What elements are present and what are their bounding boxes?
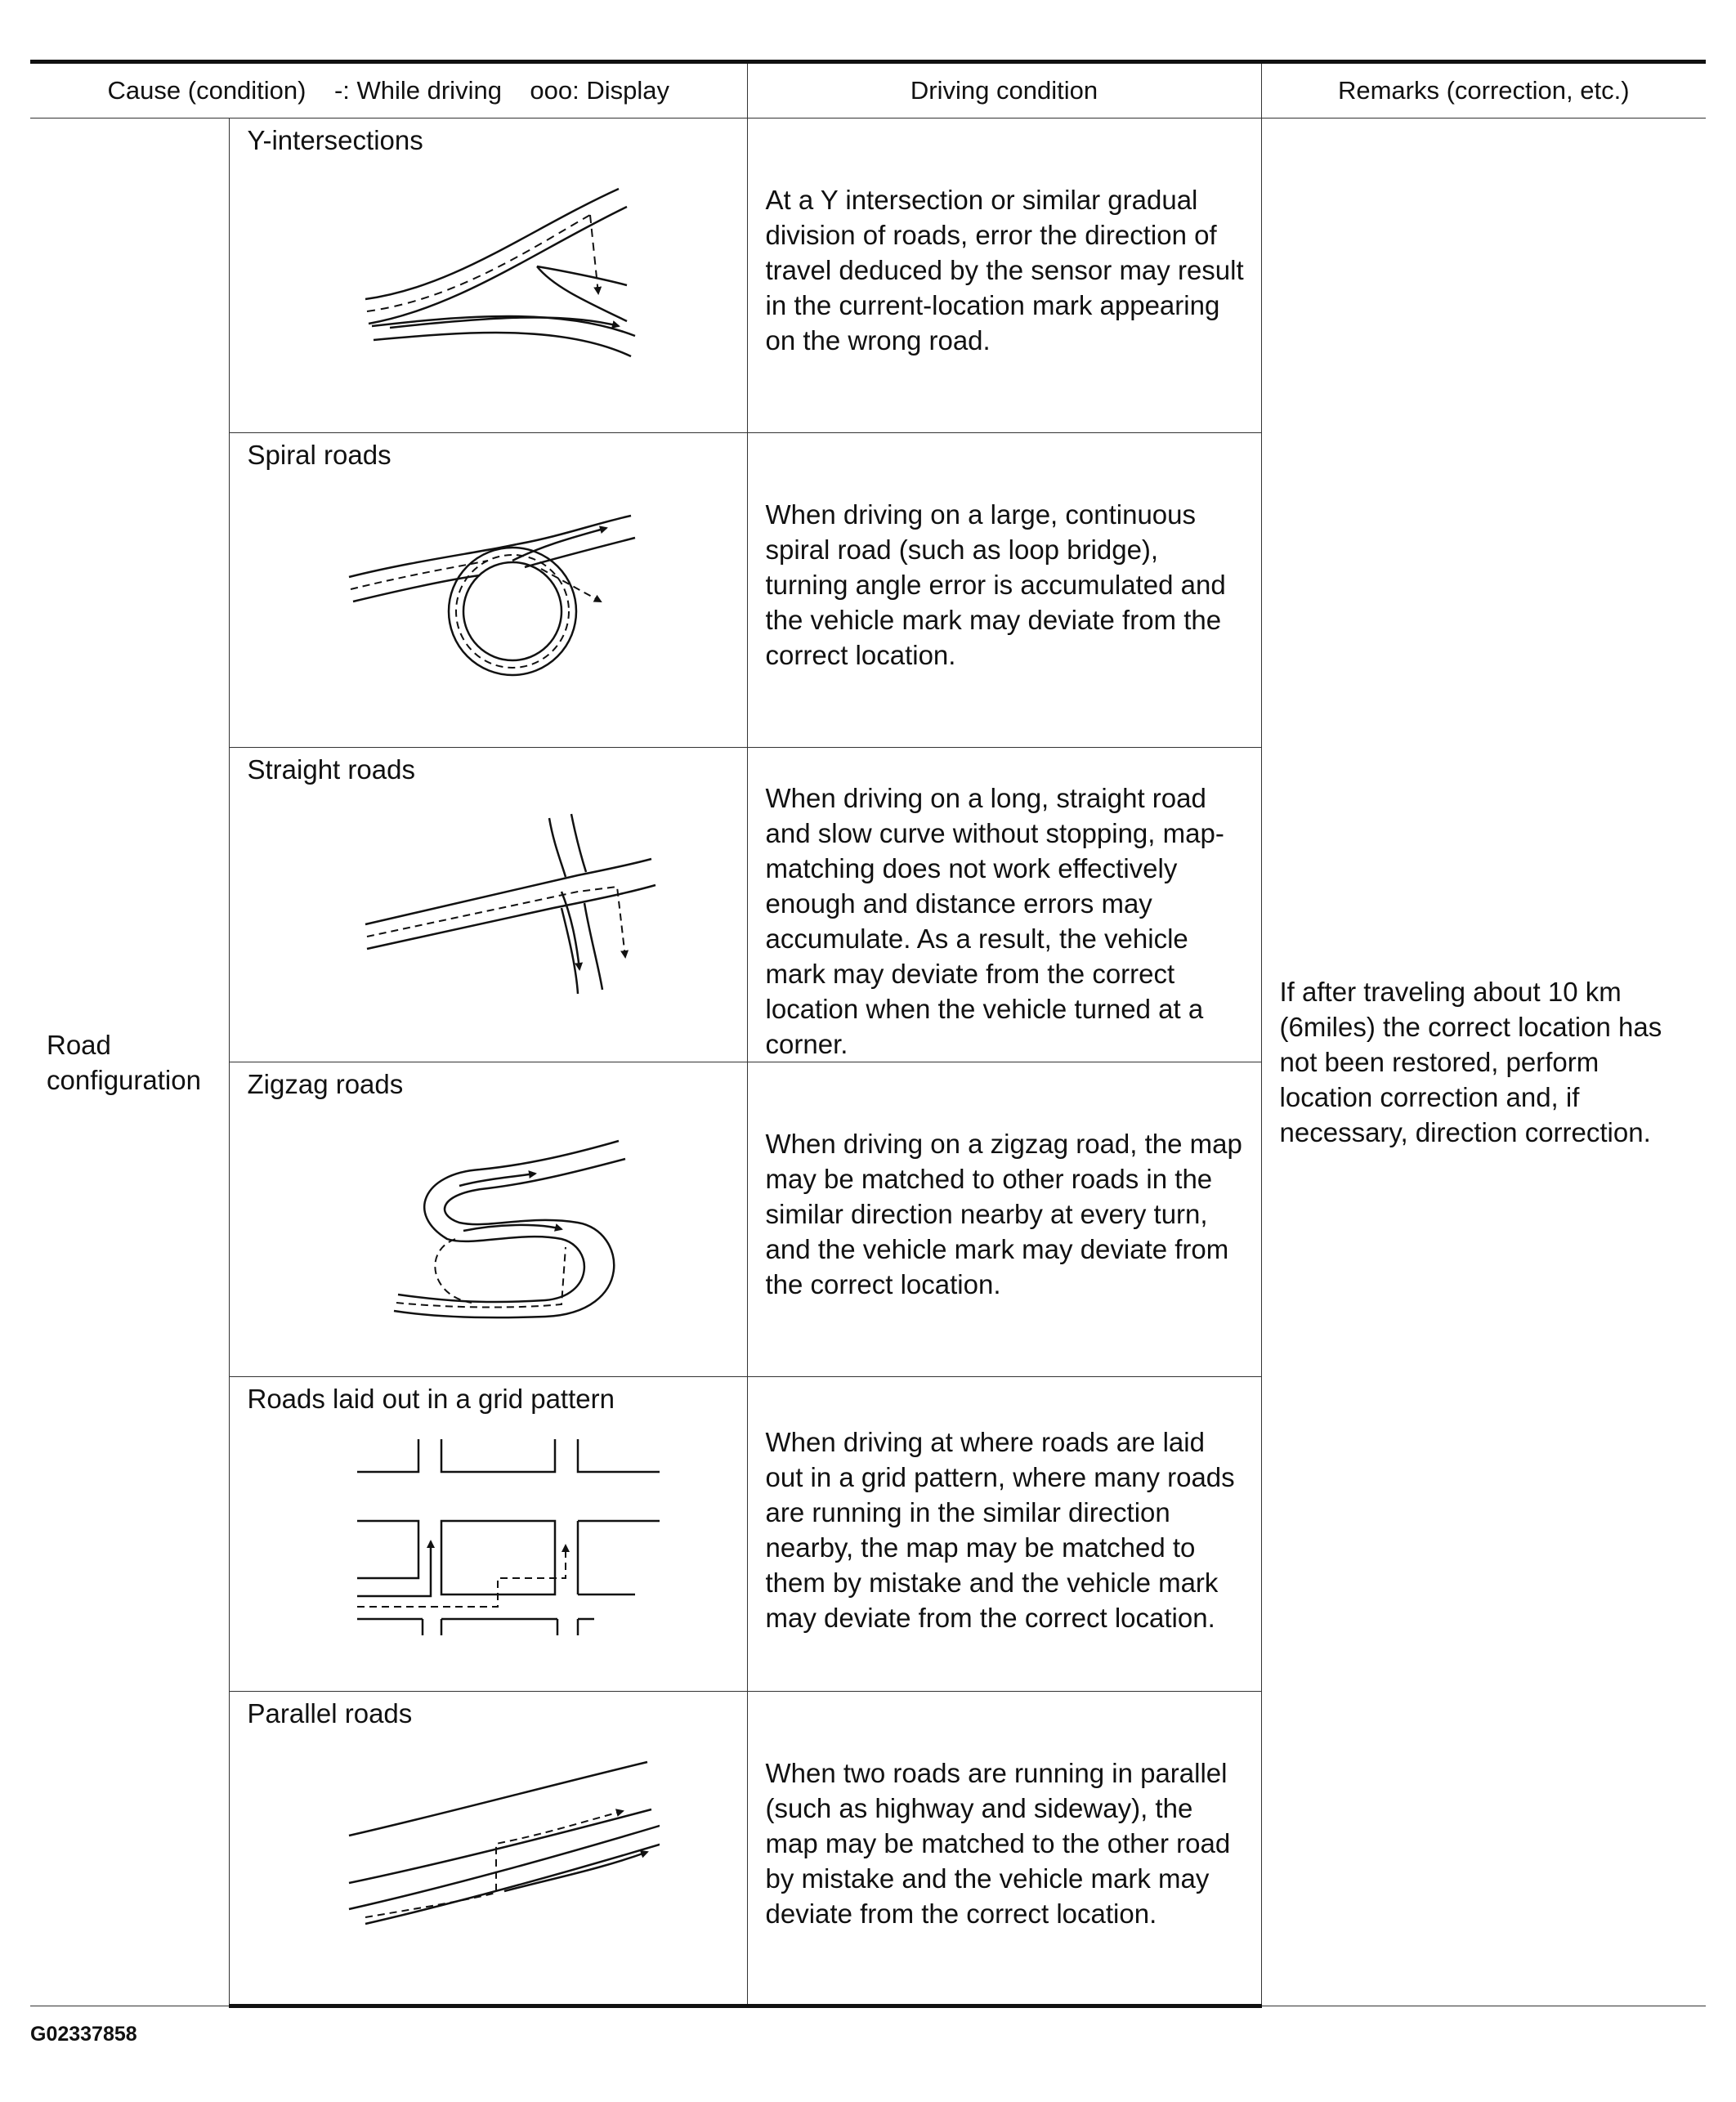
figure-id: G02337858 [30, 2023, 137, 2046]
case-name: Parallel roads [247, 1698, 413, 1729]
case-cell [229, 119, 747, 433]
table-row [30, 119, 1706, 433]
case-name: Y-intersections [247, 125, 423, 155]
condition-text: When two roads are running in parallel (such as highway and sideway), the map may be matched to the other road by mistake and the vehicle mark may deviate from the correct location. [747, 1692, 1261, 2006]
case-cell [229, 433, 747, 748]
case-name: Roads laid out in a grid pattern [247, 1384, 615, 1414]
table-header-row [30, 62, 1706, 119]
header-remarks: Remarks (correction, etc.) [1261, 62, 1706, 119]
case-name: Straight roads [247, 754, 415, 785]
spiral-road-figure [316, 479, 660, 708]
y-intersection-figure [316, 164, 660, 393]
case-cell [229, 1377, 747, 1692]
parallel-road-figure [316, 1738, 660, 1966]
grid-road-figure [316, 1423, 660, 1652]
case-cell [229, 748, 747, 1062]
condition-text: When driving on a long, straight road and slow curve without stopping, map-matching does not work effectively enough and distance errors may accumulate. As a result, the vehicle mark may deviate from the correct location when the vehicle turned at a corner. [747, 748, 1261, 1062]
header-driving-condition: Driving condition [747, 62, 1261, 119]
condition-text: When driving on a zigzag road, the map may be matched to other roads in the similar direction nearby at every turn, and the vehicle mark may deviate from the correct location. [747, 1062, 1261, 1377]
header-cause: Cause (condition) -: While driving ooo: Display [30, 62, 747, 119]
remarks-text: If after traveling about 10 km (6miles) the correct location has not been restored, perform location correction and, if necessary, direction correction. [1261, 119, 1706, 2006]
category-cell: Road configuration [30, 119, 229, 2006]
zigzag-road-figure [316, 1108, 660, 1337]
case-cell [229, 1692, 747, 2006]
road-configuration-table [30, 60, 1706, 2008]
case-name: Zigzag roads [247, 1069, 404, 1099]
straight-road-figure [316, 794, 660, 1022]
case-name: Spiral roads [247, 440, 391, 470]
condition-text: When driving on a large, continuous spiral road (such as loop bridge), turning angle error is accumulated and the vehicle mark may deviate from the correct location. [747, 433, 1261, 748]
case-cell [229, 1062, 747, 1377]
condition-text: At a Y intersection or similar gradual division of roads, error the direction of travel deduced by the sensor may result in the current-location mark appearing on the wrong road. [747, 119, 1261, 433]
condition-text: When driving at where roads are laid out in a grid pattern, where many roads are running in the similar direction nearby, the map may be matched to them by mistake and the vehicle mark may deviate from the correct location. [747, 1377, 1261, 1692]
